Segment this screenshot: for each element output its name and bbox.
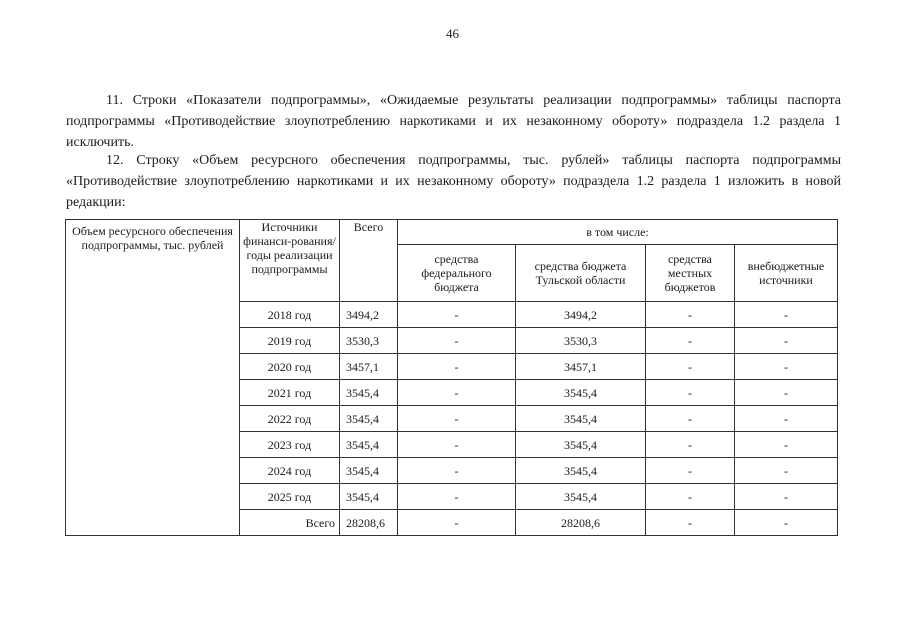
total-cell: 3457,1	[340, 354, 398, 380]
year-cell: 2023 год	[240, 432, 340, 458]
paragraph-12-text: 12. Строку «Объем ресурсного обеспечения подпрограммы, тыс. рублей» таблицы паспорта подпрограммы «Противодействие злоупотреблению наркотиками и их незаконному обороту» подраздела 1.2 раздела 1 изложить в новой редакции:	[66, 153, 841, 210]
sub-header-federal: средства федерального бюджета	[398, 245, 516, 302]
local-cell: -	[646, 406, 735, 432]
federal-cell: -	[398, 328, 516, 354]
local-cell: -	[646, 354, 735, 380]
local-cell: -	[646, 380, 735, 406]
paragraph-12	[66, 150, 841, 213]
federal-cell: -	[398, 354, 516, 380]
total-cell: 3494,2	[340, 302, 398, 328]
budget-table	[65, 219, 838, 536]
regional-cell: 3545,4	[516, 458, 646, 484]
year-cell: 2018 год	[240, 302, 340, 328]
summary-total: 28208,6	[340, 510, 398, 536]
summary-regional: 28208,6	[516, 510, 646, 536]
federal-cell: -	[398, 484, 516, 510]
sources-header: Источники финанси-рования/годы реализации подпрограммы	[240, 220, 340, 302]
regional-cell: 3545,4	[516, 484, 646, 510]
header-row-top	[66, 220, 838, 245]
local-cell: -	[646, 432, 735, 458]
regional-cell: 3457,1	[516, 354, 646, 380]
extra-cell: -	[735, 380, 838, 406]
total-cell: 3545,4	[340, 432, 398, 458]
federal-cell: -	[398, 406, 516, 432]
summary-local: -	[646, 510, 735, 536]
summary-federal: -	[398, 510, 516, 536]
sub-header-extra: внебюджетные источники	[735, 245, 838, 302]
total-header: Всего	[340, 220, 398, 302]
regional-cell: 3545,4	[516, 432, 646, 458]
page-number: 46	[446, 26, 459, 41]
extra-cell: -	[735, 354, 838, 380]
extra-cell: -	[735, 484, 838, 510]
sub-header-regional: средства бюджета Тульской области	[516, 245, 646, 302]
total-cell: 3545,4	[340, 380, 398, 406]
federal-cell: -	[398, 302, 516, 328]
total-cell: 3545,4	[340, 458, 398, 484]
local-cell: -	[646, 484, 735, 510]
year-cell: 2019 год	[240, 328, 340, 354]
local-cell: -	[646, 302, 735, 328]
local-cell: -	[646, 458, 735, 484]
including-header: в том числе:	[398, 220, 838, 245]
regional-cell: 3530,3	[516, 328, 646, 354]
federal-cell: -	[398, 432, 516, 458]
sub-header-local: средства местных бюджетов	[646, 245, 735, 302]
label-cell: Объем ресурсного обеспечения подпрограммы, тыс. рублей	[66, 220, 240, 536]
year-cell: 2025 год	[240, 484, 340, 510]
total-cell: 3530,3	[340, 328, 398, 354]
summary-extra: -	[735, 510, 838, 536]
summary-label: Всего	[240, 510, 340, 536]
year-cell: 2021 год	[240, 380, 340, 406]
total-cell: 3545,4	[340, 406, 398, 432]
extra-cell: -	[735, 302, 838, 328]
extra-cell: -	[735, 406, 838, 432]
total-cell: 3545,4	[340, 484, 398, 510]
extra-cell: -	[735, 458, 838, 484]
regional-cell: 3494,2	[516, 302, 646, 328]
local-cell: -	[646, 328, 735, 354]
year-cell: 2022 год	[240, 406, 340, 432]
regional-cell: 3545,4	[516, 406, 646, 432]
year-cell: 2020 год	[240, 354, 340, 380]
extra-cell: -	[735, 328, 838, 354]
regional-cell: 3545,4	[516, 380, 646, 406]
federal-cell: -	[398, 458, 516, 484]
federal-cell: -	[398, 380, 516, 406]
paragraph-11	[66, 90, 841, 153]
paragraph-11-text: 11. Строки «Показатели подпрограммы», «Ожидаемые результаты реализации подпрограммы» таблицы паспорта подпрограммы «Противодействие злоупотреблению наркотиками и их незаконному обороту» подраздела 1.2 раздела 1 исключить.	[66, 93, 841, 150]
extra-cell: -	[735, 432, 838, 458]
year-cell: 2024 год	[240, 458, 340, 484]
